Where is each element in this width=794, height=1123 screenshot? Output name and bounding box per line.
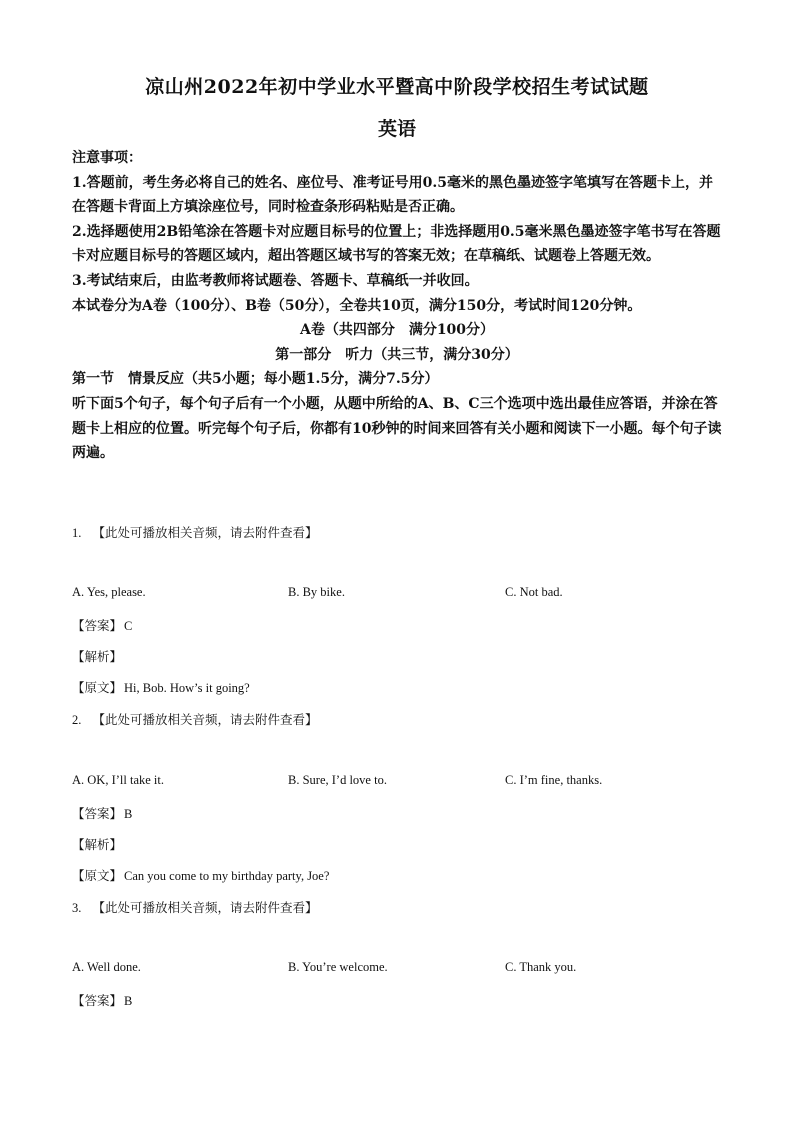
option-a: A. Well done. bbox=[72, 960, 141, 974]
answer-value: B bbox=[124, 994, 133, 1008]
question-1-prompt bbox=[72, 523, 722, 541]
question-1-options bbox=[72, 585, 722, 603]
answer-label: 【答案】 bbox=[72, 619, 123, 633]
question-1-analysis bbox=[72, 647, 722, 665]
part1-heading: 第一部分 听力（共三节，满分30分） bbox=[275, 346, 519, 363]
question-3-answer bbox=[72, 991, 722, 1009]
paper-info: 本试卷分为A卷（100分）、B卷（50分），全卷共10页，满分150分，考试时间120分钟。 bbox=[72, 297, 642, 314]
option-c: C. I’m fine, thanks. bbox=[505, 773, 603, 787]
question-number: 1. bbox=[72, 526, 82, 540]
option-b: B. Sure, I’d love to. bbox=[288, 773, 387, 787]
notice-heading: 注意事项： bbox=[72, 150, 142, 166]
a-paper-heading: A卷（共四部分 满分100分） bbox=[299, 322, 495, 339]
audio-placeholder: 【此处可播放相关音频，请去附件查看】 bbox=[92, 901, 318, 915]
original-text: Hi, Bob. How’s it going? bbox=[124, 681, 250, 695]
option-c: C. Not bad. bbox=[505, 585, 563, 599]
listening-instructions: 听下面5个句子，每个句子后有一个小题，从题中所给的A、B、C三个选项中选出最佳应答语，并涂在答题卡上相应的位置。听完每个句子后，你都有10秒钟的时间来回答有关小题和阅读下一小题。每个句子读两遍。 bbox=[72, 395, 722, 462]
audio-placeholder: 【此处可播放相关音频，请去附件查看】 bbox=[92, 526, 318, 540]
option-a: A. OK, I’ll take it. bbox=[72, 773, 164, 787]
notice-block bbox=[72, 146, 722, 466]
option-b: B. By bike. bbox=[288, 585, 345, 599]
analysis-label: 【解析】 bbox=[72, 650, 123, 664]
original-label: 【原文】 bbox=[72, 681, 123, 695]
original-text: Can you come to my birthday party, Joe? bbox=[124, 869, 330, 883]
notice-item-2: 2.选择题使用2B铅笔涂在答题卡对应题目标号的位置上；非选择题用0.5毫米黑色墨迹签字笔书写在答题卡对应题目标号的答题区域内，超出答题区域书写的答案无效；在草稿纸、试题卷上答题无效。 bbox=[72, 223, 721, 265]
answer-value: B bbox=[124, 807, 133, 821]
subsection1-heading: 第一节 情景反应（共5小题；每小题1.5分，满分7.5分） bbox=[72, 371, 439, 388]
answer-label: 【答案】 bbox=[72, 994, 123, 1008]
question-2-options bbox=[72, 773, 722, 791]
question-number: 3. bbox=[72, 901, 82, 915]
answer-label: 【答案】 bbox=[72, 807, 123, 821]
notice-item-3: 3.考试结束后，由监考教师将试题卷、答题卡、草稿纸一并收回。 bbox=[72, 272, 479, 289]
audio-placeholder: 【此处可播放相关音频，请去附件查看】 bbox=[92, 713, 318, 727]
question-2-analysis bbox=[72, 835, 722, 853]
option-c: C. Thank you. bbox=[505, 960, 577, 974]
question-2-prompt bbox=[72, 710, 722, 728]
notice-item-1: 1.答题前，考生务必将自己的姓名、座位号、准考证号用0.5毫米的黑色墨迹签字笔填写在答题卡上，并在答题卡背面上方填涂座位号，同时检查条形码粘贴是否正确。 bbox=[72, 174, 713, 216]
answer-value: C bbox=[124, 619, 133, 633]
question-2-answer bbox=[72, 804, 722, 822]
question-number: 2. bbox=[72, 713, 82, 727]
option-b: B. You’re welcome. bbox=[288, 960, 388, 974]
question-3-options bbox=[72, 960, 722, 978]
option-a: A. Yes, please. bbox=[72, 585, 146, 599]
analysis-label: 【解析】 bbox=[72, 838, 123, 852]
question-3-prompt bbox=[72, 898, 722, 916]
question-2-original bbox=[72, 866, 722, 884]
exam-title: 凉山州2022年初中学业水平暨高中阶段学校招生考试试题 bbox=[145, 76, 649, 98]
subject-title: 英语 bbox=[377, 118, 416, 140]
original-label: 【原文】 bbox=[72, 869, 123, 883]
question-1-answer bbox=[72, 616, 722, 634]
question-1-original bbox=[72, 678, 722, 696]
